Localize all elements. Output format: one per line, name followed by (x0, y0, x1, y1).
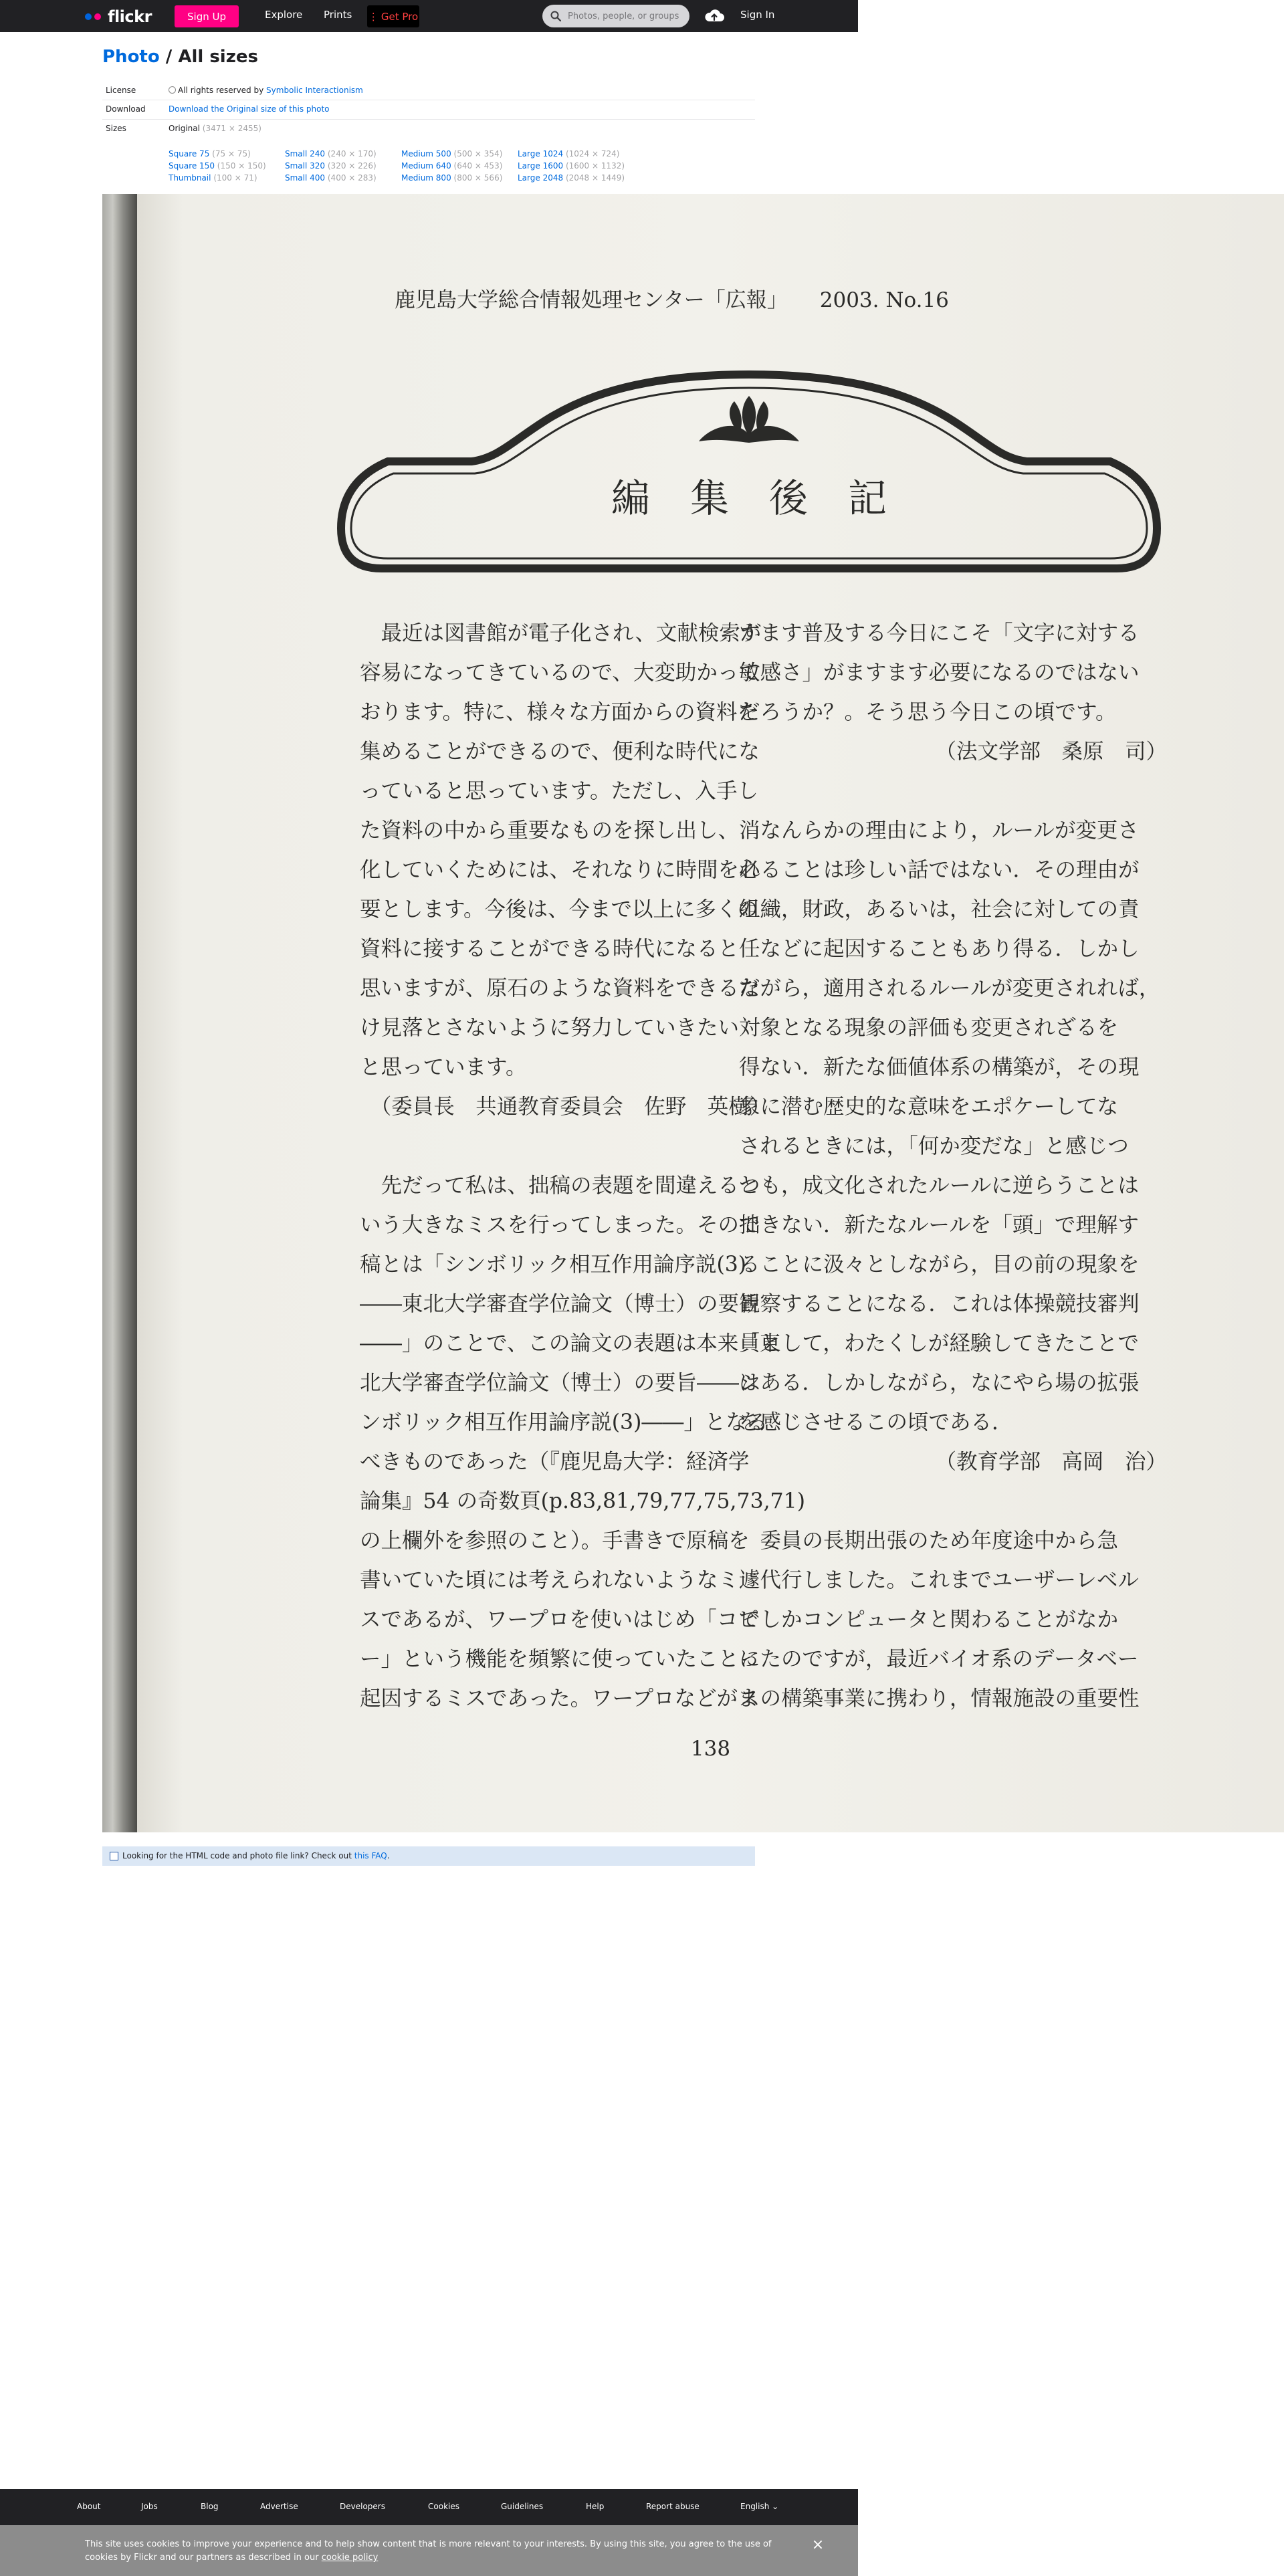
close-icon[interactable]: × (811, 2537, 825, 2553)
footer-link-advertise[interactable]: Advertise (260, 2502, 298, 2511)
footer (0, 2489, 858, 2525)
size-option[interactable]: Large 2048 (2048 × 1449) (518, 173, 625, 183)
paragraph: 委員の長期出張のため年度途中から急 遽代行しました。これまでユーザーレベル でしかコンピュータと関わることがなか ったのですが，最近バイオ系のデータベー スの構築事業に携わり，情報施設の重要性 (739, 1529, 1140, 1711)
language-selector[interactable]: English ⌄ (740, 2502, 779, 2511)
right-column (739, 614, 1167, 1719)
prints-link[interactable]: Prints (324, 9, 352, 21)
logo-text: flickr (108, 7, 152, 26)
top-navigation (0, 0, 858, 32)
flickr-logo[interactable] (85, 7, 152, 26)
signature: （法文学部 桑原 司） (935, 740, 1167, 764)
scanned-page-photo (102, 194, 1284, 1832)
original-size (169, 124, 261, 133)
breadcrumb-photo-link[interactable]: Photo (102, 47, 160, 67)
chevron-down-icon: ⌄ (772, 2502, 779, 2511)
breadcrumb-separator: / (159, 47, 179, 67)
footer-link-jobs[interactable]: Jobs (141, 2502, 158, 2511)
faq-notice (102, 1846, 755, 1866)
license-value (169, 86, 363, 95)
document-header (395, 283, 949, 313)
title-frame (334, 354, 1164, 575)
paragraph: 先だって私は、拙稿の表題を間違えると いう大きなミスを行ってしまった。その拙 稿とは「シンボリック相互作用論序説(3) ――東北大学審査学位論文（博士）の要旨 ――」のことで、この論文の表題は本来「東 北大学審査学位論文（博士）の要旨――シ ンボリック相互作用論序説(3)――」となる べきものであった（『鹿児島大学：経済学 論集』54 の奇数頁(p.83,81,79,77,75,73,71) の上欄外を参照のこと）。手書きで原稿を 書いていた頃には考えられないようなミ スであるが、ワープロを使いはじめ「コピ ー」という機能を頻繁に使っていたことに 起因するミスであった。ワープロなどがま (360, 1174, 806, 1711)
sign-in-link[interactable]: Sign In (740, 9, 775, 21)
info-icon (110, 1852, 118, 1860)
original-size-label: Original (169, 124, 200, 133)
size-option[interactable]: Small 400 (400 × 283) (285, 173, 377, 183)
footer-link-developers[interactable]: Developers (340, 2502, 385, 2511)
paragraph: すます普及する今日にこそ「文字に対する 敏感さ」がますます必要になるのではない だろうか？。そう思う今日この頃です。 (739, 621, 1140, 724)
flower-ornament-icon (699, 396, 799, 443)
footer-link-cookies[interactable]: Cookies (428, 2502, 459, 2511)
book-spine-shadow (102, 194, 137, 1832)
download-original-link[interactable]: Download the Original size of this photo (169, 104, 330, 114)
cookie-banner (0, 2525, 858, 2576)
page-number: 138 (690, 1737, 731, 1761)
signature: （教育学部 高岡 治） (935, 1450, 1167, 1474)
document-title: 編集後記 (611, 475, 927, 521)
size-option[interactable]: Large 1024 (1024 × 724) (518, 149, 620, 158)
footer-link-about[interactable]: About (77, 2502, 101, 2511)
upload-cloud-icon[interactable] (704, 7, 725, 25)
sizes-label: Sizes (106, 124, 126, 133)
size-option[interactable]: Medium 800 (800 × 566) (401, 173, 503, 183)
size-option[interactable]: Square 150 (150 × 150) (169, 161, 266, 171)
owner-link[interactable]: Symbolic Interactionism (266, 86, 363, 95)
footer-link-report-abuse[interactable]: Report abuse (646, 2502, 700, 2511)
left-column (360, 614, 806, 1719)
cookie-text: This site uses cookies to improve your experience and to help show content that is more relevant to your interests. By using this site, you agree to the use of cookies by Flickr and our partners as described in our cookie policy (85, 2539, 772, 2563)
logo-pink-dot (94, 13, 101, 20)
paragraph: 最近は図書館が電子化され、文献検索が 容易になってきているので、大変助かって おります。特に、様々な方面からの資料を 集めることができるので、便利な時代にな っていると思っています。ただし、入手し た資料の中から重要なものを探し出し、消 化していくためには、それなりに時間を必 要とします。今後は、今まで以上に多くの 資料に接することができる時代になると 思いますが、原石のような資料をできるだ け見落とさないように努力していきたい と思っています。 (360, 621, 762, 1079)
search-box[interactable] (542, 5, 689, 27)
size-option[interactable]: Large 1600 (1600 × 1132) (518, 161, 625, 171)
sign-up-button[interactable]: Sign Up (175, 5, 239, 27)
page-title-text: All sizes (178, 47, 258, 67)
logo-blue-dot (85, 13, 92, 20)
footer-link-help[interactable]: Help (586, 2502, 605, 2511)
license-label: License (106, 86, 136, 95)
faq-text: Looking for the HTML code and photo file link? Check out this FAQ. (122, 1851, 390, 1860)
size-option[interactable]: Square 75 (75 × 75) (169, 149, 251, 158)
footer-link-guidelines[interactable]: Guidelines (501, 2502, 544, 2511)
faq-link[interactable]: this FAQ (354, 1851, 387, 1860)
sizes-row (102, 120, 755, 187)
search-input[interactable] (566, 5, 685, 27)
document-header-title: 鹿児島大学総合情報処理センター「広報」 (395, 288, 788, 312)
signature: （委員長 共通教育委員会 佐野 英樹） (360, 1095, 771, 1119)
license-row (102, 82, 755, 100)
explore-link[interactable]: Explore (265, 9, 303, 21)
size-option[interactable]: Thumbnail (100 × 71) (169, 173, 257, 183)
get-pro-button[interactable] (367, 5, 419, 27)
document-page (137, 194, 1284, 1832)
get-pro-label: Get Pro (381, 10, 419, 23)
size-option[interactable]: Small 240 (240 × 170) (285, 149, 377, 158)
title-ornament-frame (334, 354, 1164, 575)
search-icon[interactable] (550, 11, 561, 21)
license-text: All rights reserved by (178, 86, 267, 95)
original-size-dims: (3471 × 2455) (202, 124, 261, 133)
size-option[interactable]: Small 320 (320 × 226) (285, 161, 377, 171)
page-title (102, 47, 258, 67)
footer-link-blog[interactable]: Blog (201, 2502, 219, 2511)
download-row (102, 101, 755, 120)
document-issue: 2003. No.16 (819, 288, 949, 312)
cookie-policy-link[interactable]: cookie policy (321, 2553, 379, 2563)
size-option[interactable]: Medium 640 (640 × 453) (401, 161, 503, 171)
download-label: Download (106, 104, 146, 114)
size-option[interactable]: Medium 500 (500 × 354) (401, 149, 503, 158)
paragraph: なんらかの理由により，ルールが変更さ れることは珍しい話ではない．その理由が 組織，財政，あるいは，社会に対しての責 任などに起因することもあり得る．しかし ながら，適用されるルールが変更されれば， 対象となる現象の評価も変更されざるを 得ない．新たな価値体系の構築が，その現 象に潜む歴史的な意味をエポケーしてな されるときには，「何か変だな」と感じつ つも，成文化されたルールに逆らうことは できない．新たなルールを「頭」で理解す ることに汲々としながら，目の前の現象を 観察することになる．これは体操競技審判 員として，わたくしが経験してきたことで はある．しかしながら，なにやら場の拡張 を感じさせるこの頃である． (739, 819, 1160, 1434)
copyright-icon (169, 86, 176, 94)
pro-bars-icon: ⋮ (368, 10, 379, 23)
